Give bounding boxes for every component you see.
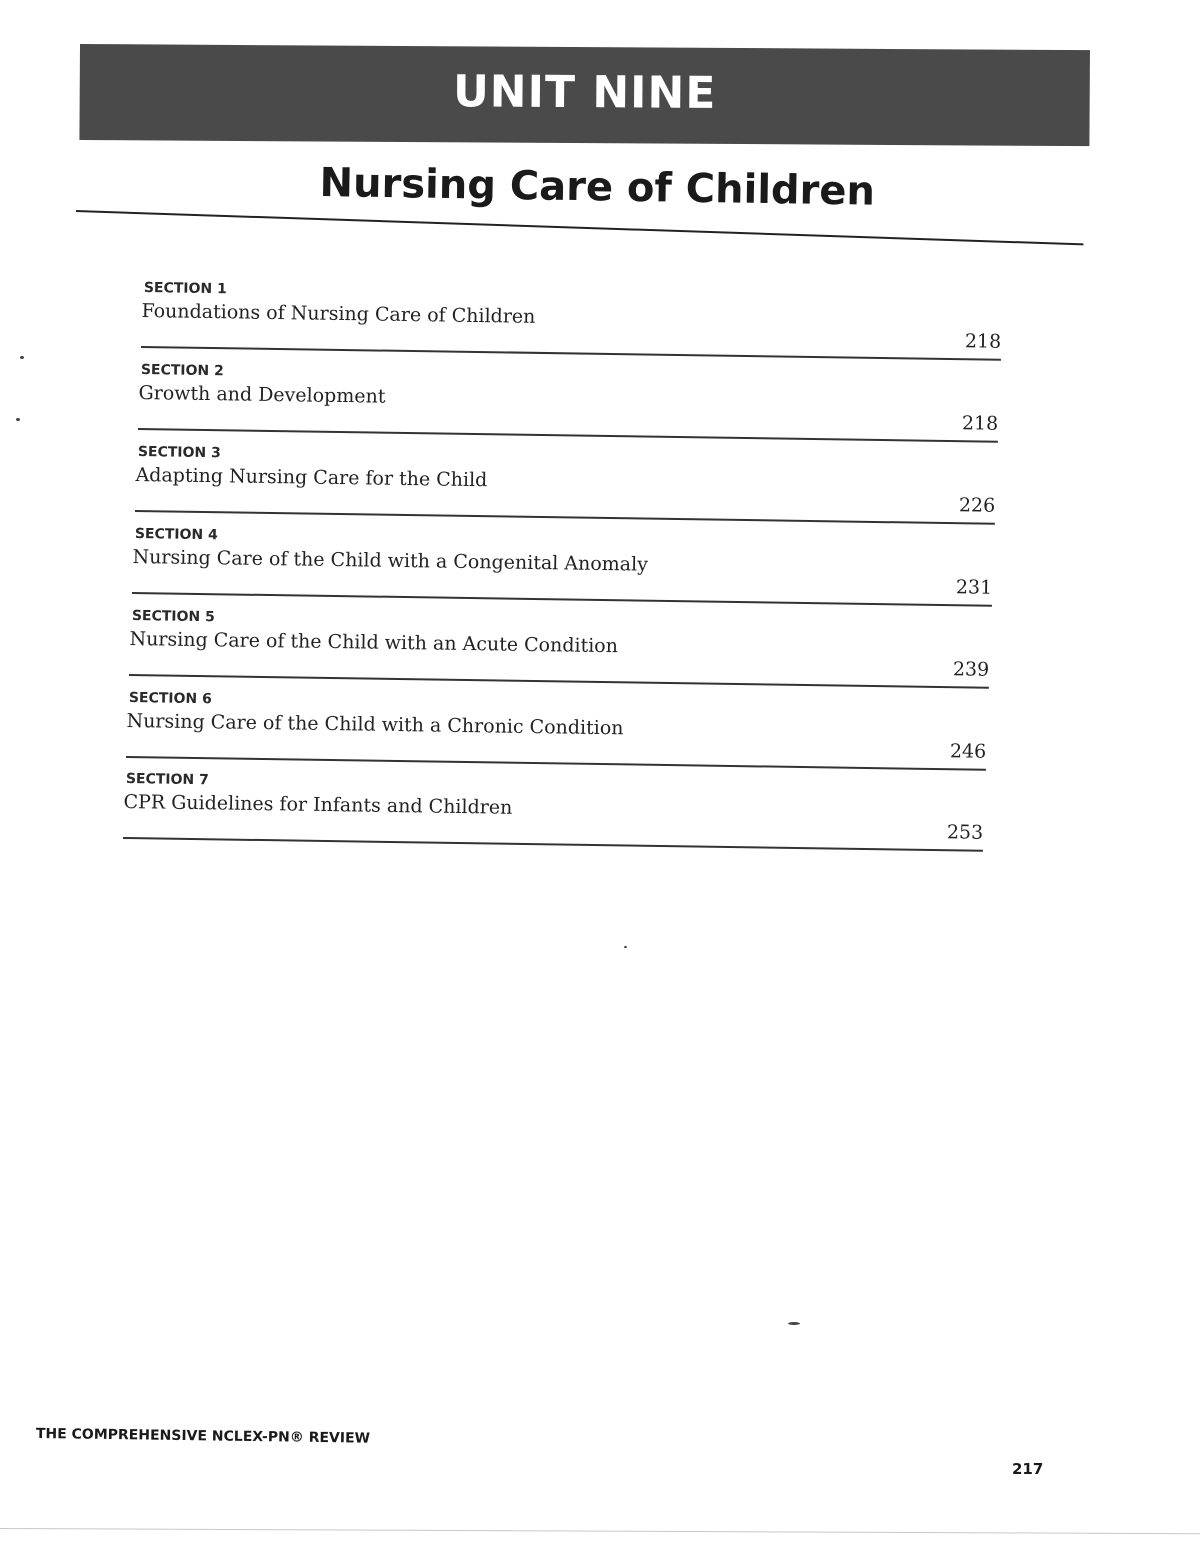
section-title: Nursing Care of the Child with a Congenital Anomaly — [132, 545, 649, 576]
toc-entry-section-7 — [123, 771, 984, 862]
section-title: Nursing Care of the Child with an Acute Condition — [129, 627, 619, 658]
toc-entry-section-3 — [135, 444, 996, 535]
page-title: Nursing Care of Children — [319, 160, 876, 215]
section-page-number: 226 — [958, 494, 996, 517]
scan-edge-line — [0, 1528, 1200, 1534]
section-page-number: 218 — [964, 330, 1002, 353]
entry-divider — [141, 346, 1001, 360]
scan-speck — [16, 418, 20, 421]
toc-entry-section-6 — [126, 690, 987, 781]
section-title: Growth and Development — [138, 381, 386, 408]
section-label: SECTION 6 — [128, 690, 212, 708]
footer-page-number: 217 — [1012, 1460, 1044, 1478]
section-label: SECTION 7 — [125, 771, 209, 789]
toc-entry-section-5 — [129, 608, 990, 699]
toc-entry-section-2 — [138, 362, 999, 453]
section-label: SECTION 1 — [143, 280, 227, 298]
unit-label: UNIT NINE — [452, 66, 717, 119]
section-page-number: 239 — [952, 658, 990, 681]
section-page-number: 246 — [949, 740, 987, 763]
entry-divider — [129, 674, 989, 688]
section-label: SECTION 2 — [140, 362, 224, 380]
toc-entry-section-1 — [141, 280, 1002, 371]
entry-divider — [123, 837, 983, 851]
section-label: SECTION 4 — [134, 526, 218, 544]
entry-divider — [138, 428, 998, 442]
section-page-number: 218 — [961, 412, 999, 435]
section-title: Foundations of Nursing Care of Children — [141, 299, 536, 328]
entry-divider — [126, 756, 986, 770]
section-title: Nursing Care of the Child with a Chronic Condition — [126, 709, 624, 740]
section-page-number: 231 — [955, 576, 993, 599]
section-title: Adapting Nursing Care for the Child — [135, 463, 488, 492]
toc-entry-section-4 — [132, 526, 993, 617]
scan-speck — [788, 1322, 800, 1325]
scan-speck — [20, 356, 24, 359]
section-page-number: 253 — [946, 821, 984, 844]
scan-speck — [624, 946, 627, 948]
footer-book-title: THE COMPREHENSIVE NCLEX-PN® REVIEW — [35, 1426, 371, 1447]
entry-divider — [135, 510, 995, 524]
section-title: CPR Guidelines for Infants and Children — [123, 790, 513, 819]
section-label: SECTION 3 — [137, 444, 221, 462]
section-label: SECTION 5 — [131, 608, 215, 626]
entry-divider — [132, 592, 992, 606]
